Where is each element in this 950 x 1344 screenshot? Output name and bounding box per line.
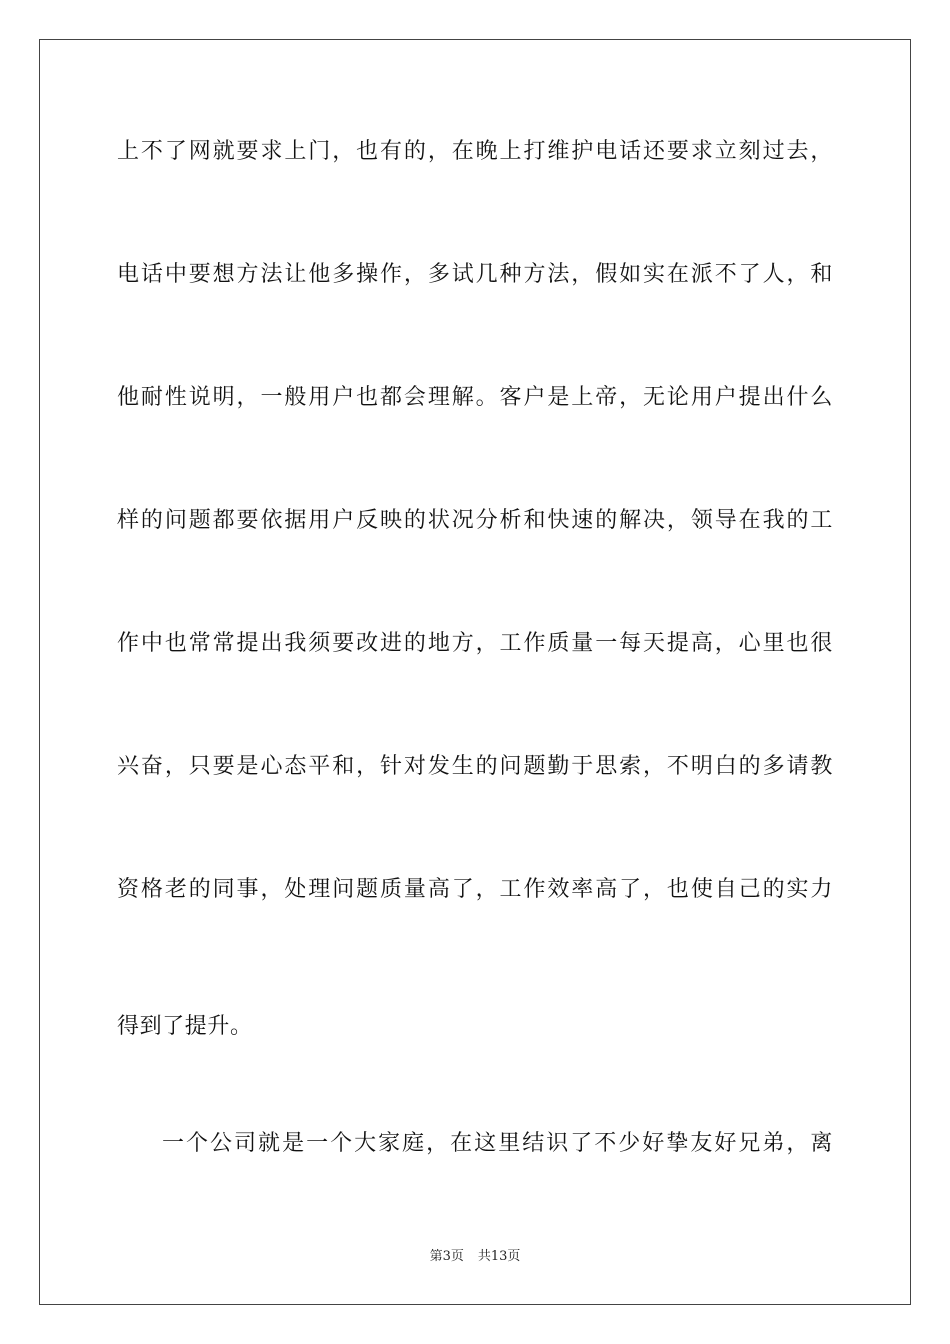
body-text-line: 他耐性说明，一般用户也都会理解。客户是上帝，无论用户提出什么 xyxy=(117,385,833,410)
body-text-line: 得到了提升。 xyxy=(117,1014,253,1039)
page-footer xyxy=(0,1249,950,1265)
page-number: 第3页 xyxy=(429,1249,464,1264)
total-pages: 共13页 xyxy=(477,1249,521,1264)
body-text-line: 样的问题都要依据用户反映的状况分析和快速的解决，领导在我的工 xyxy=(117,508,833,533)
body-text-line: 资格老的同事，处理问题质量高了，工作效率高了，也使自己的实力 xyxy=(117,877,833,902)
body-text-line: 上不了网就要求上门，也有的，在晚上打维护电话还要求立刻过去， xyxy=(117,139,833,164)
body-text-line: 作中也常常提出我须要改进的地方，工作质量一每天提高，心里也很 xyxy=(117,631,833,656)
page-border xyxy=(39,39,911,1305)
body-text-line: 兴奋，只要是心态平和，针对发生的问题勤于思索，不明白的多请教 xyxy=(117,754,833,779)
paragraph-first-line: 一个公司就是一个大家庭，在这里结识了不少好挚友好兄弟，离 xyxy=(162,1131,833,1156)
body-text-line: 电话中要想方法让他多操作，多试几种方法，假如实在派不了人，和 xyxy=(117,262,833,287)
